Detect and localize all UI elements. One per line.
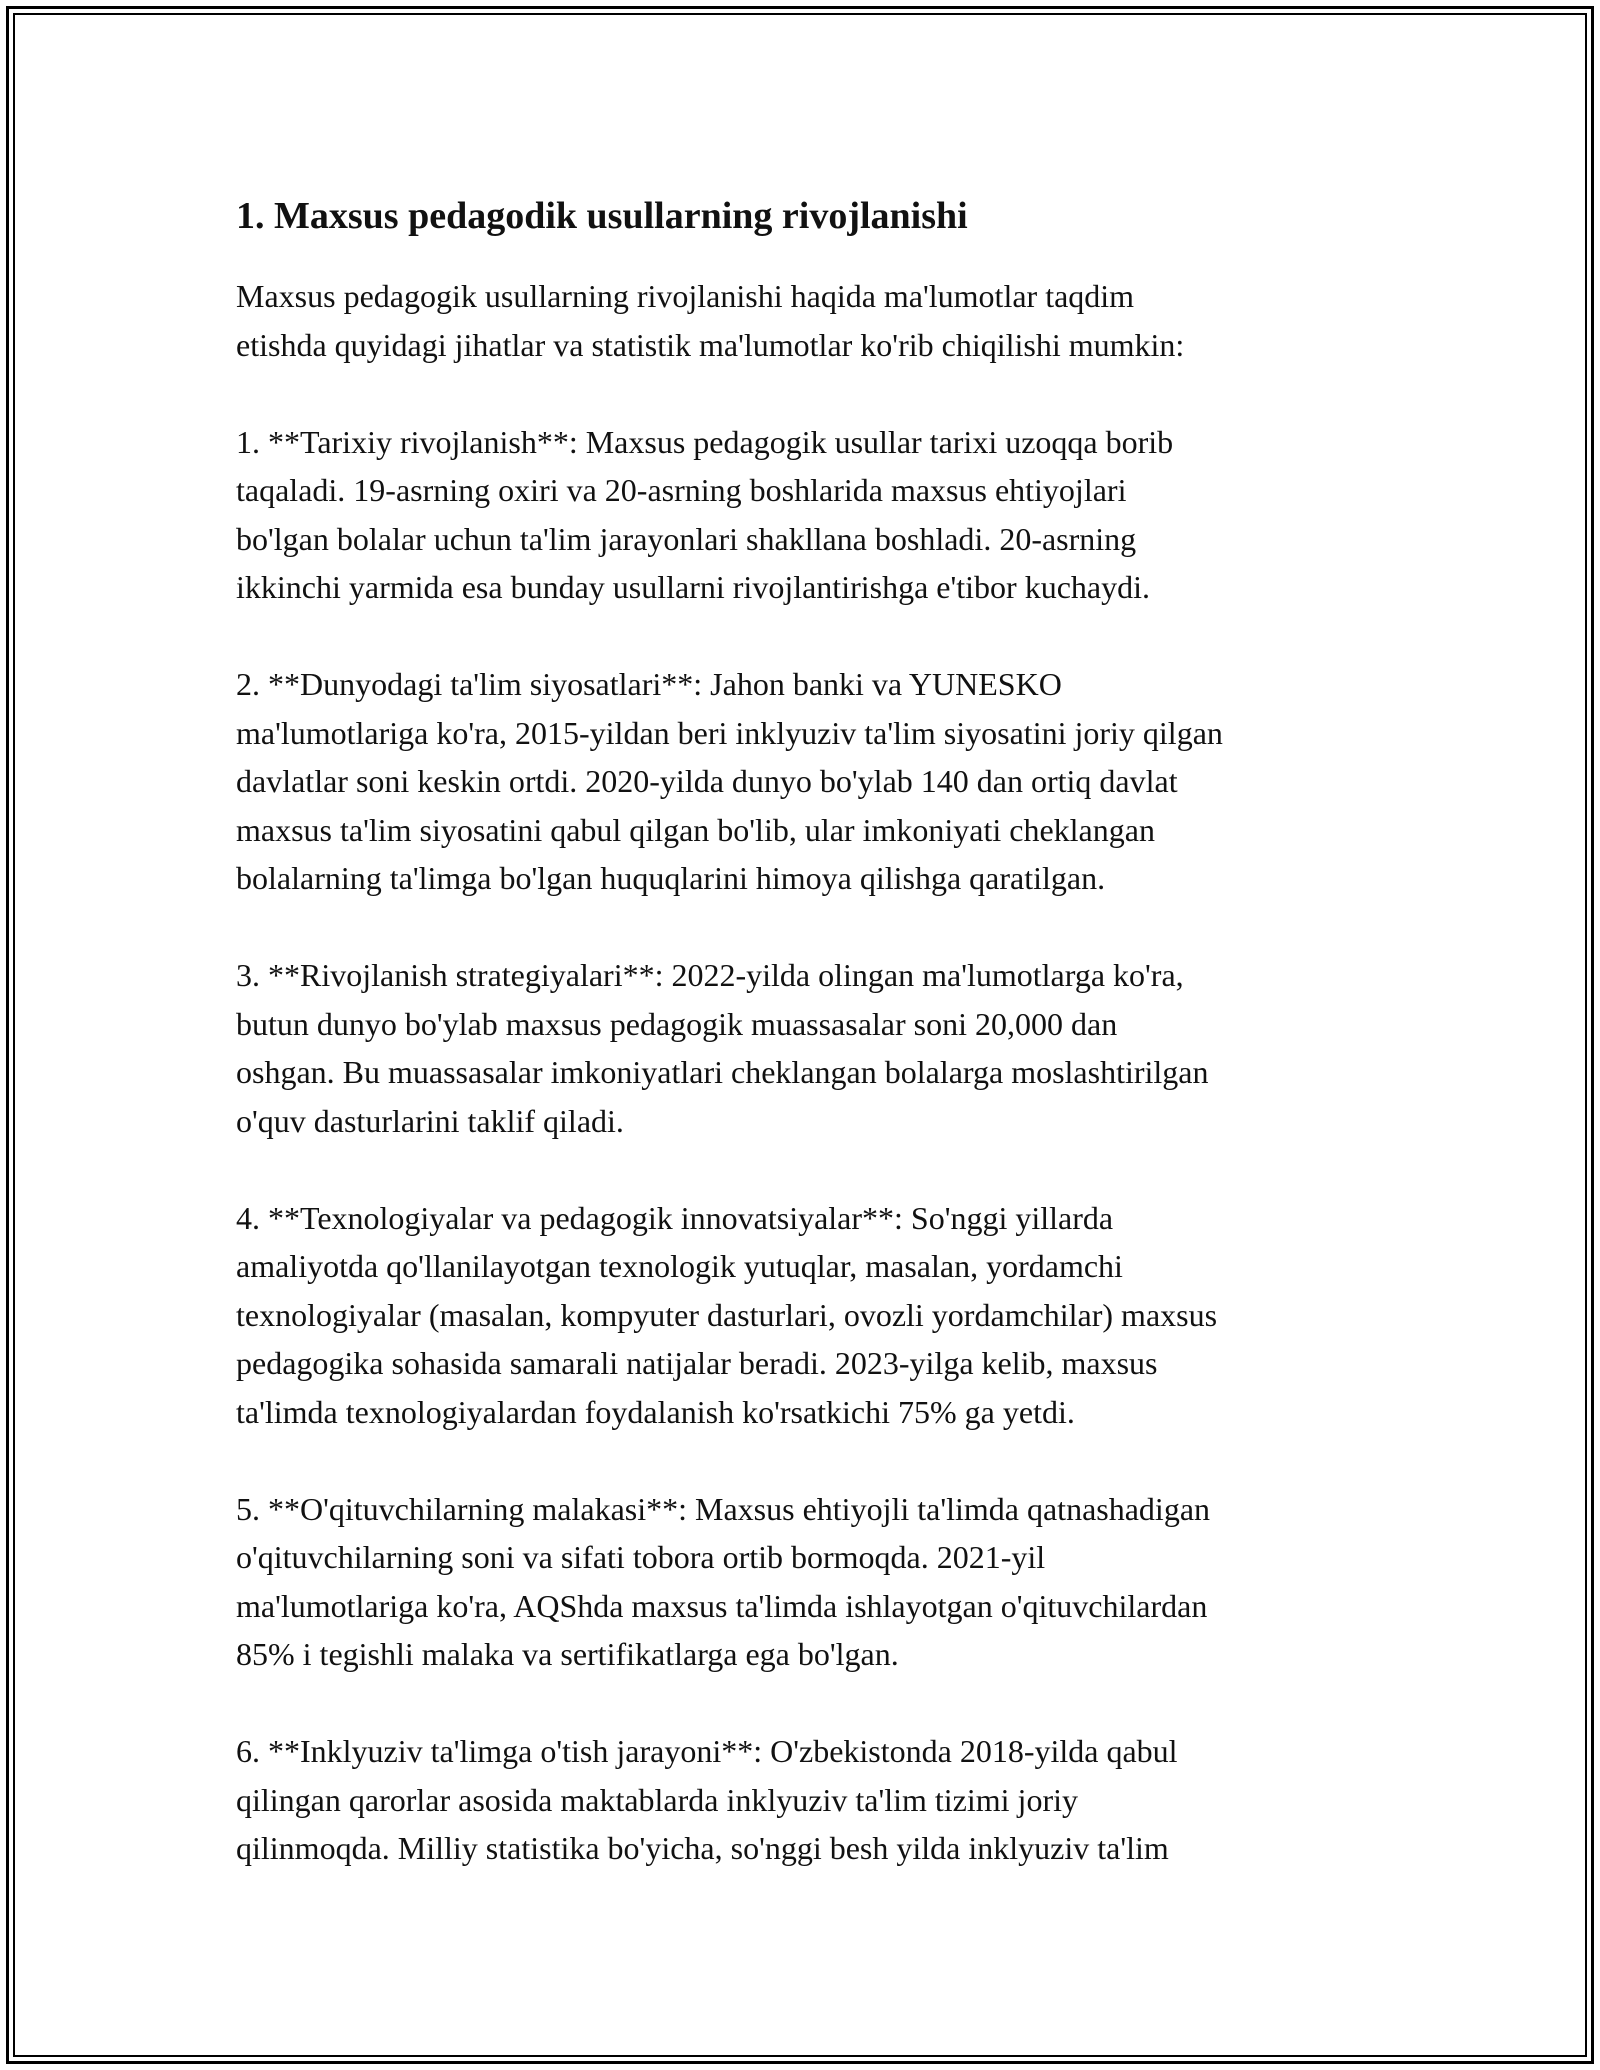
paragraph-item-1	[236, 418, 1366, 612]
text-line: etishda quyidagi jihatlar va statistik ma'lumotlar ko'rib chiqilishi mumkin:	[236, 326, 1185, 363]
document-body	[236, 188, 1366, 1921]
text-line: texnologiyalar (masalan, kompyuter dasturlari, ovozli yordamchilar) maxsus	[236, 1296, 1218, 1333]
text-line: 1. **Tarixiy rivojlanish**: Maxsus pedagogik usullar tarixi uzoqqa borib	[236, 423, 1174, 460]
text-line: qilingan qarorlar asosida maktablarda inklyuziv ta'lim tizimi joriy	[236, 1781, 1078, 1818]
paragraph-item-2	[236, 660, 1366, 903]
paragraph-intro	[236, 272, 1366, 369]
text-line: ikkinchi yarmida esa bunday usullarni rivojlantirishga e'tibor kuchaydi.	[236, 569, 1150, 605]
text-line: 3. **Rivojlanish strategiyalari**: 2022-yilda olingan ma'lumotlarga ko'ra,	[236, 957, 1184, 993]
text-line: davlatlar soni keskin ortdi. 2020-yilda dunyo bo'ylab 140 dan ortiq davlat	[236, 763, 1178, 799]
text-line: ma'lumotlariga ko'ra, AQShda maxsus ta'limda ishlayotgan o'qituvchilardan	[236, 1587, 1208, 1624]
paragraph-item-3	[236, 951, 1366, 1145]
text-line: ma'lumotlariga ko'ra, 2015-yildan beri inklyuziv ta'lim siyosatini joriy qilgan	[236, 714, 1223, 751]
text-line: 2. **Dunyodagi ta'lim siyosatlari**: Jahon banki va YUNESKO	[236, 666, 1062, 702]
paragraph-item-5	[236, 1485, 1366, 1679]
text-line: bo'lgan bolalar uchun ta'lim jarayonlari shakllana boshladi. 20-asrning	[236, 520, 1137, 557]
text-line: qilinmoqda. Milliy statistika bo'yicha, so'nggi besh yilda inklyuziv ta'lim	[236, 1830, 1169, 1866]
text-line: 85% i tegishli malaka va sertifikatlarga ega bo'lgan.	[236, 1636, 899, 1672]
text-line: o'quv dasturlarini taklif qiladi.	[236, 1102, 624, 1139]
text-line: 4. **Texnologiyalar va pedagogik innovatsiyalar**: So'nggi yillarda	[236, 1199, 1114, 1236]
section-heading: 1. Maxsus pedagodik usullarning rivojlanishi	[236, 195, 968, 237]
text-line: butun dunyo bo'ylab maxsus pedagogik muassasalar soni 20,000 dan	[236, 1005, 1118, 1042]
text-line: amaliyotda qo'llanilayotgan texnologik yutuqlar, masalan, yordamchi	[236, 1248, 1123, 1284]
text-line: Maxsus pedagogik usullarning rivojlanishi haqida ma'lumotlar taqdim	[236, 278, 1135, 314]
paragraph-item-6	[236, 1727, 1366, 1873]
text-line: oshgan. Bu muassasalar imkoniyatlari cheklangan bolalarga moslashtirilgan	[236, 1054, 1209, 1090]
text-line: o'qituvchilarning soni va sifati tobora ortib bormoqda. 2021-yil	[236, 1539, 1046, 1575]
text-line: 5. **O'qituvchilarning malakasi**: Maxsus ehtiyojli ta'limda qatnashadigan	[236, 1490, 1211, 1527]
text-line: ta'limda texnologiyalardan foydalanish ko'rsatkichi 75% ga yetdi.	[236, 1393, 1075, 1430]
text-line: 6. **Inklyuziv ta'limga o'tish jarayoni**: O'zbekistonda 2018-yilda qabul	[236, 1733, 1178, 1769]
text-line: bolalarning ta'limga bo'lgan huquqlarini himoya qilishga qaratilgan.	[236, 860, 1106, 896]
text-line: pedagogika sohasida samarali natijalar beradi. 2023-yilga kelib, maxsus	[236, 1345, 1158, 1381]
text-line: taqaladi. 19-asrning oxiri va 20-asrning boshlarida maxsus ehtiyojlari	[236, 472, 1127, 508]
paragraph-item-4	[236, 1194, 1366, 1437]
text-line: maxsus ta'lim siyosatini qabul qilgan bo'lib, ular imkoniyati cheklangan	[236, 811, 1155, 848]
